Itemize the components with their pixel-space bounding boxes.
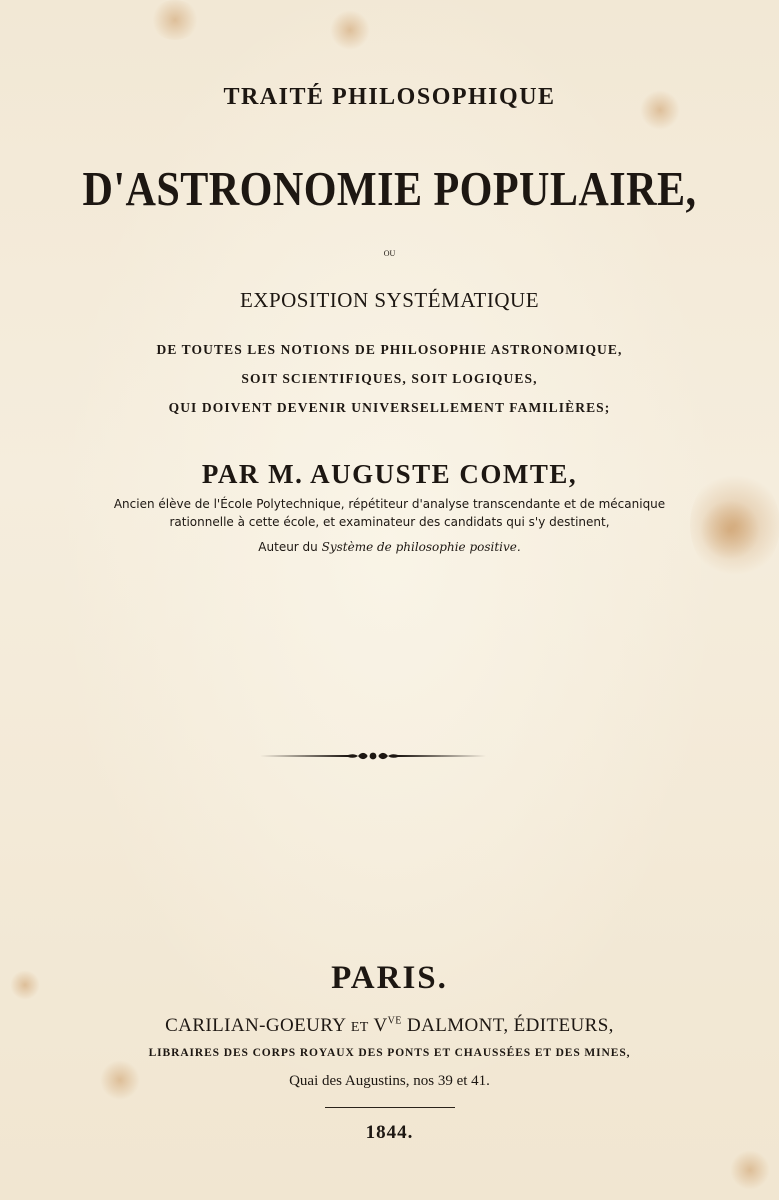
description-line: QUI DOIVENT DEVENIR UNIVERSELLEMENT FAMILIÈRES; (168, 400, 611, 415)
address-line (0, 1073, 779, 1090)
address-numbers: 39 et 41. (437, 1073, 490, 1089)
publisher-vve-sup: VE (387, 1015, 402, 1027)
publisher-line (0, 1015, 779, 1037)
main-title: D'ASTRONOMIE POPULAIRE, (82, 161, 697, 216)
author-name: PAR M. AUGUSTE COMTE, (201, 459, 578, 489)
credentials-line: rationnelle à cette école, et examinateur des candidats qui s'y destinent, (169, 515, 610, 529)
other-works-title: Système de philosophie positive. (321, 540, 521, 554)
ornament-icon (258, 748, 488, 764)
divider-rule (325, 1107, 455, 1108)
place-of-publication: PARIS. (331, 960, 448, 996)
address-nos: nos (413, 1073, 435, 1089)
foxing-stain (330, 10, 370, 50)
description-line: DE TOUTES LES NOTIONS DE PHILOSOPHIE ASTRONOMIQUE, (156, 342, 623, 357)
other-works (0, 540, 779, 554)
address-street: Quai des Augustins, (289, 1073, 410, 1089)
credentials-line: Ancien élève de l'École Polytechnique, répétiteur d'analyse transcendante et de mécanique (113, 497, 666, 511)
subtitle: EXPOSITION SYSTÉMATIQUE (239, 288, 540, 312)
publisher-et: ET (350, 1020, 369, 1035)
publisher-name-b: DALMONT, ÉDITEURS, (406, 1015, 614, 1036)
foxing-stain (730, 1150, 770, 1190)
publication-year: 1844. (365, 1122, 414, 1143)
conjunction-ou: ou (383, 247, 396, 259)
description-line: SOIT SCIENTIFIQUES, SOIT LOGIQUES, (241, 371, 538, 386)
publisher-name: CARILIAN-GOEURY (165, 1015, 346, 1036)
title-line-1: TRAITÉ PHILOSOPHIQUE (223, 84, 556, 110)
foxing-stain (150, 0, 200, 40)
other-works-prefix: Auteur du (258, 540, 318, 554)
booksellers-line: LIBRAIRES DES CORPS ROYAUX DES PONTS ET CHAUSSÉES ET DES MINES, (148, 1047, 631, 1059)
publisher-vve: V (373, 1015, 388, 1036)
